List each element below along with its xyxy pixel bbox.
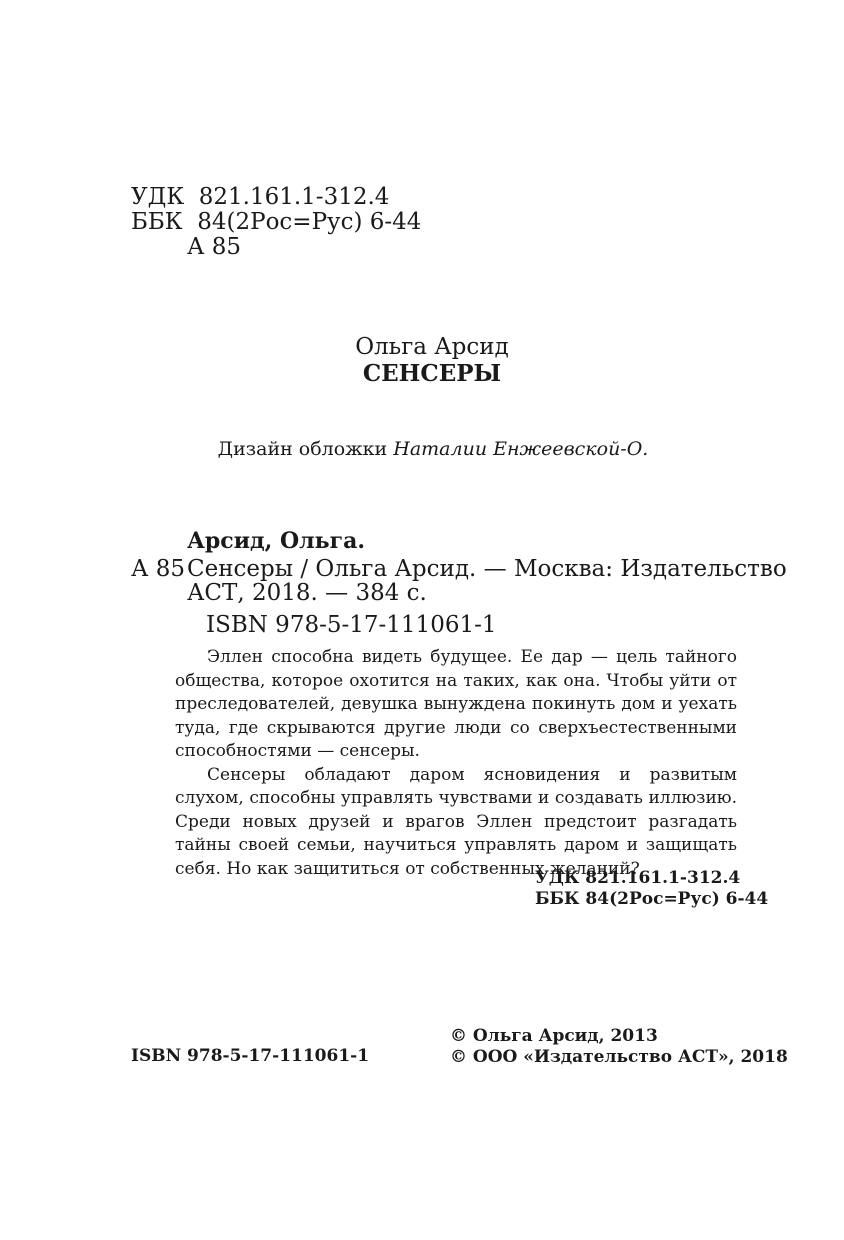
annotation-paragraph-1: Эллен способна видеть будущее. Ее дар — цель тайного общества, которое охотится на таких, как она. Чтобы уйти от преследователей, девушка вынуждена покинуть дом и уехать туда, где скрываются другие люди со сверхъестественными способностями — сенсеры. <box>175 647 737 761</box>
cover-design-credit <box>0 438 844 460</box>
catalog-entry-code: А 85 <box>131 556 185 582</box>
copyright-publisher: © ООО «Издательство АСТ», 2018 <box>450 1047 788 1067</box>
annotation <box>175 646 737 881</box>
bbk-code-bottom: ББК 84(2Рос=Рус) 6-44 <box>535 889 769 909</box>
cover-designer-name: Наталии Енжеевской-О. <box>393 438 649 460</box>
catalog-entry-author: Арсид, Ольга. <box>187 528 365 554</box>
catalog-entry-isbn: ISBN 978-5-17-111061-1 <box>206 612 497 638</box>
catalog-entry-line2: АСТ, 2018. — 384 с. <box>187 580 427 606</box>
bbk-code: ББК 84(2Рос=Рус) 6-44 <box>131 209 422 235</box>
book-author: Ольга Арсид <box>355 334 509 360</box>
author-sign: А 85 <box>187 234 241 260</box>
annotation-paragraph-2: Сенсеры обладают даром ясновидения и развитым слухом, способны управлять чувствами и создавать иллюзию. Среди новых друзей и врагов Эллен предстоит разгадать тайны своей семьи, научиться управлять даром и защищать себя. Но как защититься от собственных желаний? <box>175 764 737 879</box>
udk-code-bottom: УДК 821.161.1-312.4 <box>535 868 741 888</box>
udk-code: УДК 821.161.1-312.4 <box>131 184 390 210</box>
cover-design-label: Дизайн обложки <box>217 438 388 460</box>
isbn-footer: ISBN 978-5-17-111061-1 <box>131 1046 370 1066</box>
copyright-author: © Ольга Арсид, 2013 <box>450 1026 658 1046</box>
book-title: СЕНСЕРЫ <box>362 360 502 387</box>
catalog-entry-line1: Сенсеры / Ольга Арсид. — Москва: Издательство <box>187 556 787 582</box>
